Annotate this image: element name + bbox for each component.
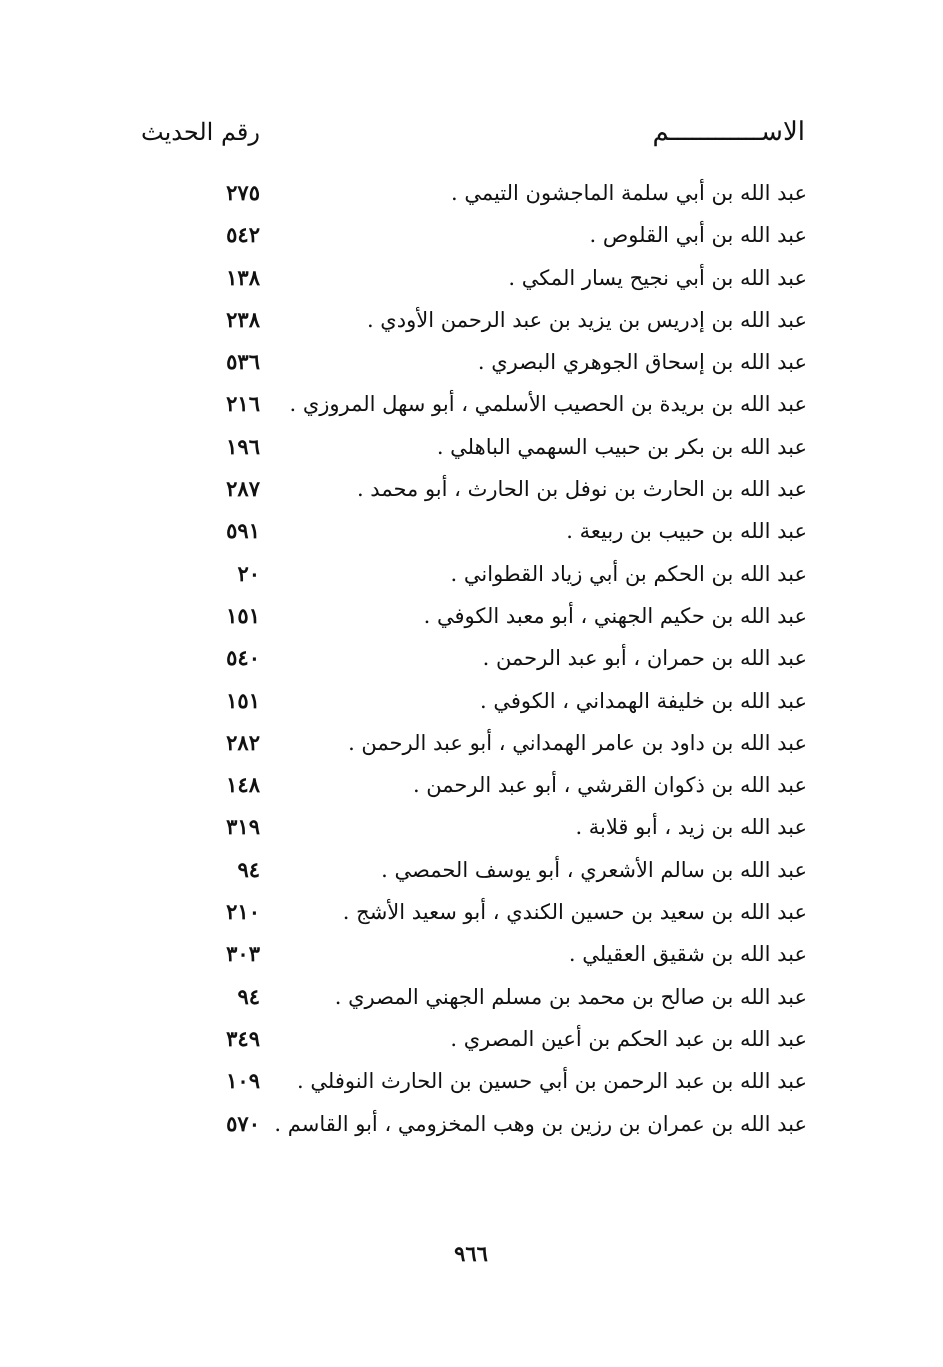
index-entry (0, 806, 943, 848)
narrator-name: عبد الله بن شقيق العقيلي . (568, 942, 807, 967)
index-entry (0, 976, 943, 1018)
narrator-name: عبد الله بن صالح بن محمد بن مسلم الجهني المصري . (334, 984, 807, 1009)
hadith-number: ٥٤٢ (226, 222, 260, 248)
index-entry (0, 214, 943, 256)
narrator-name: عبد الله بن أبي القلوص . (589, 223, 807, 248)
index-entry (0, 553, 943, 595)
index-entry (0, 468, 943, 510)
hadith-number: ١٤٨ (226, 772, 260, 798)
hadith-number: ٢٨٧ (226, 476, 260, 502)
index-entry (0, 172, 943, 214)
hadith-number: ٩٤ (237, 856, 260, 882)
hadith-number: ١٥١ (226, 602, 260, 628)
index-entry (0, 257, 943, 299)
narrator-name: عبد الله بن داود بن عامر الهمداني ، أبو عبد الرحمن . (348, 730, 807, 755)
index-entry (0, 891, 943, 933)
index-entry (0, 1060, 943, 1102)
index-entry (0, 299, 943, 341)
index-entry (0, 510, 943, 552)
hadith-number: ٣٤٩ (226, 1025, 260, 1051)
hadith-number: ٩٤ (237, 983, 260, 1009)
narrator-name: عبد الله بن إسحاق الجوهري البصري . (477, 350, 807, 375)
hadith-number: ٢١٠ (226, 899, 260, 925)
narrator-name: عبد الله بن زيد ، أبو قلابة . (575, 815, 807, 840)
hadith-number: ١٥١ (226, 687, 260, 713)
index-entry (0, 764, 943, 806)
narrator-name: عبد الله بن عمران بن رزين بن وهب المخزومي ، أبو القاسم . (274, 1111, 807, 1136)
index-entry (0, 637, 943, 679)
page-number: ٩٦٦ (454, 1241, 488, 1266)
hadith-number: ٥٧٠ (226, 1110, 260, 1136)
hadith-number: ٢٣٨ (226, 306, 260, 332)
narrator-name: عبد الله بن بكر بن حبيب السهمي الباهلي . (436, 434, 807, 459)
hadith-number: ٢٨٢ (226, 729, 260, 755)
narrator-name: عبد الله بن سعيد بن حسين الكندي ، أبو سعيد الأشج . (342, 900, 807, 925)
narrator-name: عبد الله بن حكيم الجهني ، أبو معبد الكوفي . (423, 603, 807, 628)
narrator-name: عبد الله بن حبيب بن ربيعة . (566, 519, 807, 544)
index-entry (0, 849, 943, 891)
index-entry (0, 595, 943, 637)
hadith-number: ١٠٩ (226, 1068, 260, 1094)
hadith-number: ٣٠٣ (226, 941, 260, 967)
hadith-number: ١٣٨ (226, 264, 260, 290)
index-entry (0, 341, 943, 383)
narrator-name: عبد الله بن حمران ، أبو عبد الرحمن . (482, 646, 807, 671)
hadith-number: ٢٧٥ (226, 180, 260, 205)
name-column-header: الاســــــــــــم (652, 117, 805, 147)
narrator-name: عبد الله بن الحارث بن نوفل بن الحارث ، أبو محمد . (356, 477, 807, 502)
hadith-number: ٥٩١ (226, 518, 260, 544)
narrator-name: عبد الله بن ذكوان القرشي ، أبو عبد الرحمن . (412, 773, 807, 798)
index-entry (0, 680, 943, 722)
hadith-number: ٥٤٠ (226, 645, 260, 671)
index-entry (0, 933, 943, 975)
narrator-name: عبد الله بن عبد الرحمن بن أبي حسين بن الحارث النوفلي . (297, 1069, 807, 1094)
hadith-number: ٥٣٦ (226, 349, 260, 375)
narrator-name: عبد الله بن أبي نجيح يسار المكي . (508, 265, 807, 290)
index-entry (0, 1018, 943, 1060)
narrator-name: عبد الله بن خليفة الهمداني ، الكوفي . (480, 688, 807, 713)
narrator-name: عبد الله بن عبد الحكم بن أعين المصري . (450, 1026, 807, 1051)
hadith-number: ١٩٦ (226, 433, 260, 459)
narrator-name: عبد الله بن سالم الأشعري ، أبو يوسف الحمصي . (381, 857, 807, 882)
index-entry (0, 722, 943, 764)
index-entry (0, 1103, 943, 1145)
index-entries (0, 172, 943, 1145)
narrator-name: عبد الله بن أبي سلمة الماجشون التيمي . (450, 181, 807, 205)
narrator-name: عبد الله بن إدريس بن يزيد بن عبد الرحمن الأودي . (366, 307, 807, 332)
hadith-number: ٢١٦ (226, 391, 260, 417)
hadith-number-column-header: رقم الحديث (141, 118, 260, 146)
narrator-name: عبد الله بن الحكم بن أبي زياد القطواني . (450, 561, 807, 586)
index-entry (0, 426, 943, 468)
index-entry (0, 383, 943, 425)
narrator-name: عبد الله بن بريدة بن الحصيب الأسلمي ، أبو سهل المروزي . (289, 392, 807, 417)
hadith-number: ٣١٩ (226, 814, 260, 840)
hadith-number: ٢٠ (237, 560, 260, 586)
